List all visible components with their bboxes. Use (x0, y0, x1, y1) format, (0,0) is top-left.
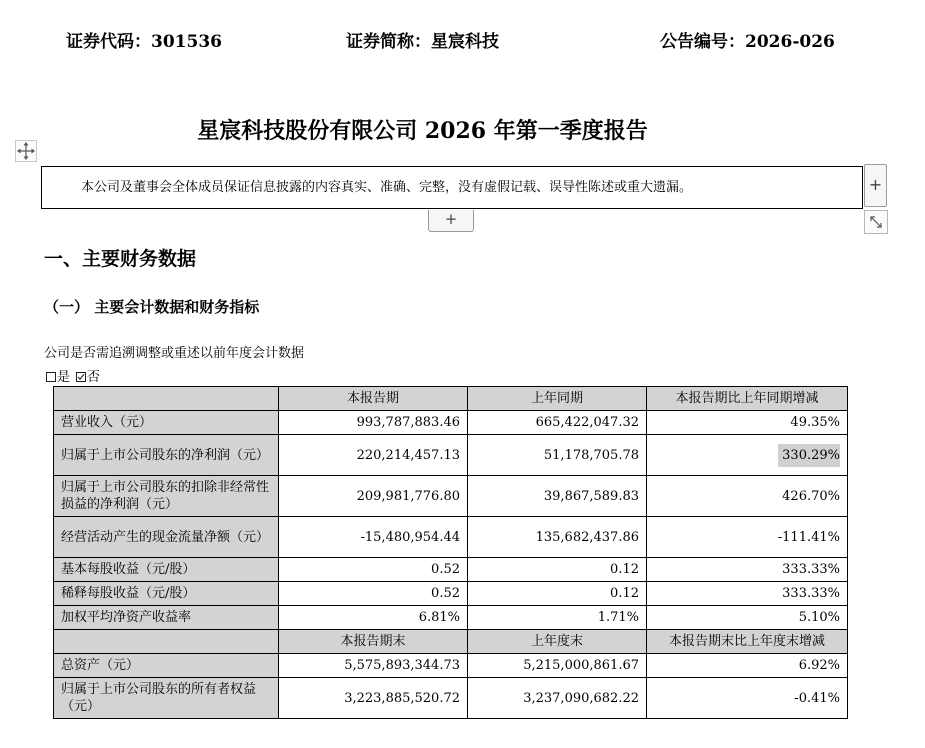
restatement-question: 公司是否需追溯调整或重述以前年度会计数据 (44, 346, 305, 361)
subsection-heading: （一） 主要会计数据和财务指标 (44, 298, 260, 316)
current-value: 3,223,885,520.72 (279, 678, 468, 719)
row-label: 基本每股收益（元/股） (54, 558, 279, 582)
stock-name-label: 证券简称： (346, 32, 431, 52)
stock-code-value: 301536 (151, 32, 222, 52)
prior-value: 665,422,047.32 (468, 411, 647, 435)
notice-number-value: 2026-026 (745, 32, 835, 52)
table-header-row (54, 630, 848, 654)
current-value: 6.81% (279, 606, 468, 630)
table-header-row (54, 387, 848, 411)
notice-number (660, 30, 835, 54)
restatement-choices (46, 366, 100, 384)
current-value: 5,575,893,344.73 (279, 654, 468, 678)
yes-checkbox[interactable] (46, 372, 56, 382)
table-row (54, 582, 848, 606)
table-row (54, 517, 848, 558)
prior-value: 135,682,437.86 (468, 517, 647, 558)
notice-box (41, 166, 863, 209)
current-value: 220,214,457.13 (279, 435, 468, 476)
change-value: 5.10% (647, 606, 848, 630)
table-row (54, 476, 848, 517)
table-header-cell: 本报告期比上年同期增减 (647, 387, 848, 411)
table-row (54, 558, 848, 582)
no-checkbox[interactable] (76, 372, 86, 382)
checkmark-icon (77, 373, 85, 381)
stock-name (346, 30, 499, 54)
row-label: 经营活动产生的现金流量净额（元） (54, 517, 279, 558)
prior-value: 5,215,000,861.67 (468, 654, 647, 678)
yes-label: 是 (57, 370, 71, 385)
prior-value: 3,237,090,682.22 (468, 678, 647, 719)
table-move-handle[interactable] (15, 140, 37, 162)
table-header-cell: 上年度末 (468, 630, 647, 654)
add-column-button[interactable]: + (864, 164, 887, 207)
table-row (54, 411, 848, 435)
table-header-cell: 上年同期 (468, 387, 647, 411)
prior-value: 39,867,589.83 (468, 476, 647, 517)
table-row (54, 435, 848, 476)
notice-text: 本公司及董事会全体成员保证信息披露的内容真实、准确、完整，没有虚假记载、误导性陈述或重大遗漏。 (81, 180, 693, 195)
current-value: 0.52 (279, 558, 468, 582)
resize-icon (865, 211, 887, 233)
prior-value: 51,178,705.78 (468, 435, 647, 476)
change-value: 6.92% (647, 654, 848, 678)
current-value: 993,787,883.46 (279, 411, 468, 435)
table-header-cell: 本报告期末 (279, 630, 468, 654)
change-value: 49.35% (647, 411, 848, 435)
move-icon (16, 141, 36, 161)
prior-value: 1.71% (468, 606, 647, 630)
table-resize-handle[interactable] (864, 210, 888, 234)
row-label: 营业收入（元） (54, 411, 279, 435)
stock-code (66, 30, 222, 54)
current-value: 0.52 (279, 582, 468, 606)
table-row (54, 678, 848, 719)
table-row (54, 606, 848, 630)
current-value: 209,981,776.80 (279, 476, 468, 517)
stock-name-value: 星宸科技 (431, 32, 499, 52)
table-row (54, 654, 848, 678)
table-header-cell: 本报告期 (279, 387, 468, 411)
selected-text: 330.29% (778, 444, 840, 467)
change-value: -0.41% (647, 678, 848, 719)
row-label: 归属于上市公司股东的扣除非经常性损益的净利润（元） (54, 476, 279, 517)
section-heading: 一、主要财务数据 (44, 248, 197, 270)
stock-code-label: 证券代码： (66, 32, 151, 52)
change-value: 333.33% (647, 582, 848, 606)
change-value-selected[interactable] (647, 435, 848, 476)
current-value: -15,480,954.44 (279, 517, 468, 558)
row-label: 加权平均净资产收益率 (54, 606, 279, 630)
table-header-cell (54, 630, 279, 654)
prior-value: 0.12 (468, 558, 647, 582)
table-header-cell: 本报告期末比上年度末增减 (647, 630, 848, 654)
financial-data-table (53, 386, 848, 719)
change-value: 426.70% (647, 476, 848, 517)
table-header-cell (54, 387, 279, 411)
prior-value: 0.12 (468, 582, 647, 606)
change-value: -111.41% (647, 517, 848, 558)
add-row-button[interactable]: + (428, 210, 474, 232)
row-label: 归属于上市公司股东的净利润（元） (54, 435, 279, 476)
change-value: 333.33% (647, 558, 848, 582)
row-label: 总资产（元） (54, 654, 279, 678)
row-label: 归属于上市公司股东的所有者权益（元） (54, 678, 279, 719)
no-label: 否 (87, 370, 101, 385)
row-label: 稀释每股收益（元/股） (54, 582, 279, 606)
notice-number-label: 公告编号： (660, 32, 745, 52)
page-title: 星宸科技股份有限公司 2026 年第一季度报告 (197, 118, 648, 144)
